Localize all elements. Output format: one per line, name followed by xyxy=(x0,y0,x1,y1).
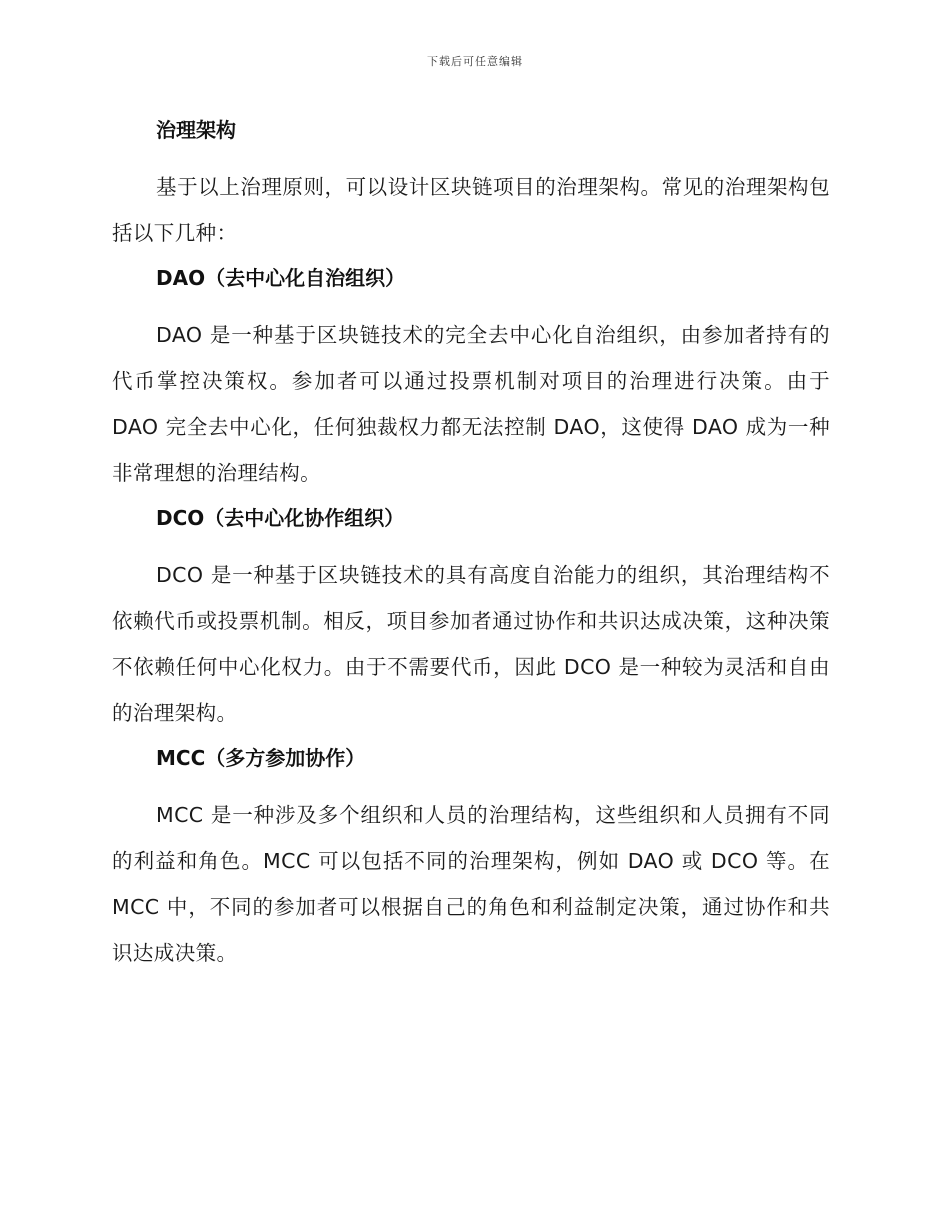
section-paragraph-dao: DAO 是一种基于区块链技术的完全去中心化自治组织，由参加者持有的代币掌控决策权。参加者可以通过投票机制对项目的治理进行决策。由于 DAO 完全去中心化，任何独裁权力都无法控制 DAO，这使得 DAO 成为一种非常理想的治理结构。 xyxy=(112,323,830,485)
section-heading-mcc: MCC（多方参加协作） xyxy=(156,746,366,770)
section-paragraph-governance-architecture: 基于以上治理原则，可以设计区块链项目的治理架构。常见的治理架构包括以下几种： xyxy=(112,175,830,245)
section-heading-dao: DAO（去中心化自治组织） xyxy=(156,266,406,290)
section-paragraph-dco: DCO 是一种基于区块链技术的具有高度自治能力的组织，其治理结构不依赖代币或投票机制。相反，项目参加者通过协作和共识达成决策，这种决策不依赖任何中心化权力。由于不需要代币，因此 DCO 是一种较为灵活和自由的治理架构。 xyxy=(112,563,830,725)
document-body xyxy=(112,112,830,980)
section-heading-dco: DCO（去中心化协作组织） xyxy=(156,506,405,530)
page-header-note: 下载后可任意编辑 xyxy=(427,55,523,68)
section-paragraph-mcc: MCC 是一种涉及多个组织和人员的治理结构，这些组织和人员拥有不同的利益和角色。MCC 可以包括不同的治理架构，例如 DAO 或 DCO 等。在 MCC 中，不同的参加者可以根据自己的角色和利益制定决策，通过协作和共识达成决策。 xyxy=(112,803,830,965)
section-heading-governance-architecture: 治理架构 xyxy=(156,118,236,142)
